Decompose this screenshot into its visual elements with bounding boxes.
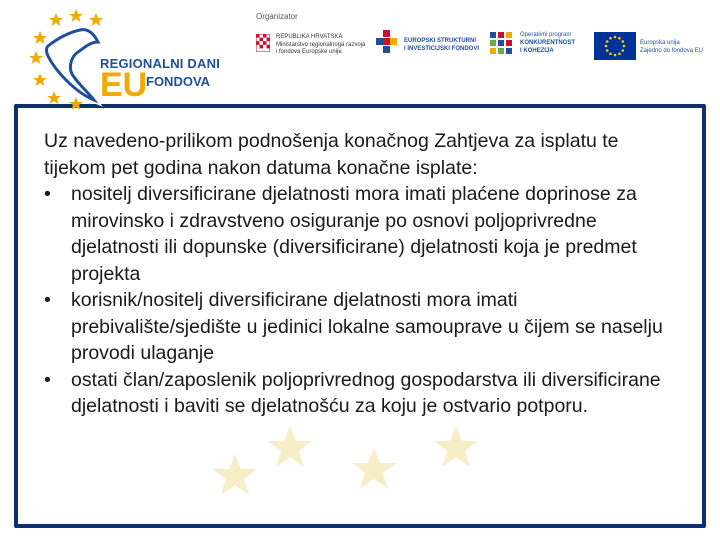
eu-line-1: Europska unija [640, 40, 680, 46]
brand-line-1: REGIONALNI DANI [100, 56, 220, 71]
brand-eu: EU [100, 66, 148, 104]
bullet-symbol: • [44, 183, 51, 205]
intro-paragraph: Uz navedeno-prilikom podnošenja konačnog Zahtjeva za isplatu te tijekom pet godina nakon datuma konačne isplate: [44, 130, 619, 179]
ministry-line-3: i fondova Europske unije [276, 49, 342, 55]
slide-header [0, 0, 720, 120]
list-item-text: korisnik/nositelj diversificirane djelatnosti mora imati prebivalište/sjedište u jedinici lokalne samouprave u čijem se naselju provodi ulaganje [71, 289, 663, 364]
kik-logo [490, 28, 590, 62]
eu-line-2: Zajedno do fondova EU [640, 48, 704, 54]
kik-icon [490, 32, 514, 56]
bullet-symbol: • [44, 289, 51, 311]
structural-line-1: EUROPSKI STRUKTURNI [404, 38, 477, 44]
list-item [44, 181, 684, 287]
structural-funds-logo [374, 28, 484, 62]
eu-flag-logo [594, 28, 716, 62]
list-item [44, 287, 684, 367]
ministry-line-1: REPUBLIKA HRVATSKA [276, 34, 343, 40]
kik-line-2: KONKURENTNOST [520, 40, 575, 46]
list-item [44, 367, 684, 420]
slide-body [44, 128, 684, 420]
eu-flag-icon [594, 32, 636, 60]
structural-funds-icon [374, 30, 400, 56]
ministry-line-2: Ministarstvo regionalnoga razvoja [276, 42, 366, 48]
kik-line-3: I KOHEZIJA [520, 48, 554, 54]
requirements-list [44, 181, 684, 420]
brand-fondova: FONDOVA [146, 74, 211, 89]
croatian-coat-of-arms-icon [256, 34, 270, 52]
ministry-logo [256, 28, 366, 62]
bullet-symbol: • [44, 368, 51, 391]
list-item-text: nositelj diversificirane djelatnosti mora imati plaćene doprinose za mirovinsko i zdravstveno osiguranje po osnovi poljoprivredne djelatnosti ili dopunske (diversificirane) djelatnosti koja je predmet projekta [71, 183, 637, 285]
organizator-label: Organizator [256, 12, 298, 21]
structural-line-2: I INVESTICIJSKI FONDOVI [404, 46, 480, 52]
regionalni-dani-logo [28, 8, 248, 112]
list-item-text: ostati član/zaposlenik poljoprivrednog gospodarstva ili diversificirane djelatnosti i baviti se djelatnošću za koju je ostvario potporu. [71, 368, 661, 417]
kik-line-1: Operativni program [520, 32, 572, 38]
